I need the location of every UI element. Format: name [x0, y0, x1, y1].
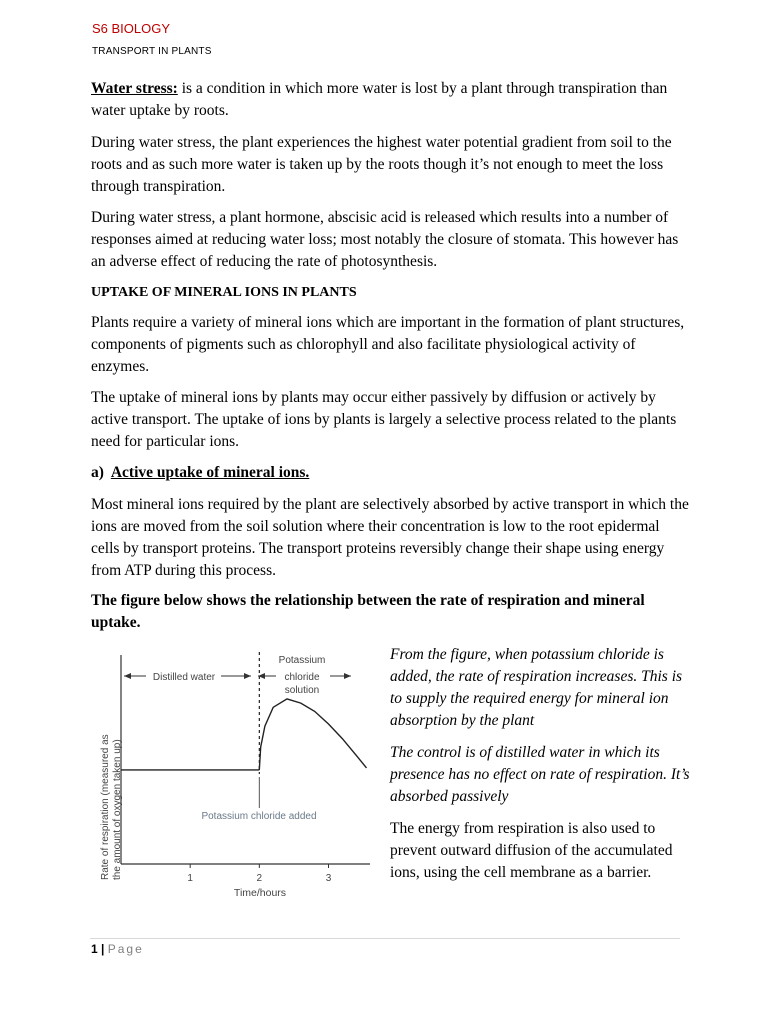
y-axis-label-line1: Rate of respiration (measured as	[100, 734, 111, 880]
series-line-after-kcl	[259, 699, 366, 770]
figure-intro: The figure below shows the relationship between the rate of respiration and mineral uptake.	[91, 592, 645, 631]
header-topic: TRANSPORT IN PLANTS	[92, 46, 212, 57]
distilled-water-label: Distilled water	[152, 672, 216, 683]
x-tick-label-3: 3	[325, 873, 332, 884]
mineral-para1: Plants require a variety of mineral ions which are important in the formation of plant structures, components of pigments such as chlorophyll and also facilitate physiological activity of enzymes.	[91, 314, 685, 375]
side-text-3: The energy from respiration is also used to prevent outward diffusion of the accumulated ions, using the cell membrane as a barrier.	[390, 820, 673, 881]
respiration-chart	[88, 640, 378, 905]
side-text-1: From the figure, when potassium chloride is added, the rate of respiration increases. This is to supply the required energy for mineral ion absorption by the plant	[390, 646, 683, 729]
arrowhead-kcl-right	[344, 673, 351, 679]
mineral-para3: Most mineral ions required by the plant are selectively absorbed by active transport in which the ions are moved from the soil solution where their concentration is low to the root epidermal cells by transport proteins. The transport proteins reversibly change their shape using energy from ATP during this process.	[91, 496, 689, 579]
kcl-label-line1: Potassium	[278, 655, 326, 666]
page-word: Page	[107, 942, 144, 956]
x-tick-label-2: 2	[256, 873, 263, 884]
y-axis-label-line2: the amount of oxygen taken up)	[112, 739, 123, 880]
mineral-para2: The uptake of mineral ions by plants may occur either passively by diffusion or actively by active transport. The uptake of ions by plants is largely a selective process related to the plants need for particular ions.	[91, 389, 677, 450]
side-text-2: The control is of distilled water in which its presence has no effect on rate of respiration. It’s absorbed passively	[390, 744, 690, 805]
water-stress-para2: During water stress, the plant experiences the highest water potential gradient from soil to the roots and as such more water is taken up by the roots though it’s not enough to meet the loss through transpiration.	[91, 134, 672, 195]
kcl-label-line2: chloride	[284, 672, 320, 683]
subheading-marker: a)	[91, 464, 104, 481]
water-stress-definition: is a condition in which more water is lost by a plant through transpiration than water uptake by roots.	[91, 80, 668, 119]
kcl-added-label: Potassium chloride added	[201, 811, 317, 822]
header-subject: S6 BIOLOGY	[92, 21, 171, 36]
water-stress-paragraph	[91, 78, 691, 122]
x-axis-label: Time/hours	[233, 887, 287, 899]
subheading-title: Active uptake of mineral ions.	[110, 464, 310, 481]
page-number: 1	[91, 942, 98, 956]
arrowhead-right	[244, 673, 251, 679]
page-footer	[91, 942, 144, 956]
footer-divider	[90, 938, 680, 939]
water-stress-para3: During water stress, a plant hormone, abscisic acid is released which results into a number of responses aimed at reducing water loss; most notably the closure of stomata. This however has an adverse effect of reducing the rate of photosynthesis.	[91, 209, 679, 270]
arrowhead-left	[124, 673, 131, 679]
water-stress-term: Water stress:	[91, 80, 178, 97]
mineral-heading: UPTAKE OF MINERAL IONS IN PLANTS	[91, 285, 357, 300]
kcl-label-line3: solution	[284, 685, 320, 696]
subheading-active-uptake	[91, 462, 691, 484]
page-separator: |	[101, 942, 105, 956]
x-tick-label-1: 1	[187, 873, 193, 884]
